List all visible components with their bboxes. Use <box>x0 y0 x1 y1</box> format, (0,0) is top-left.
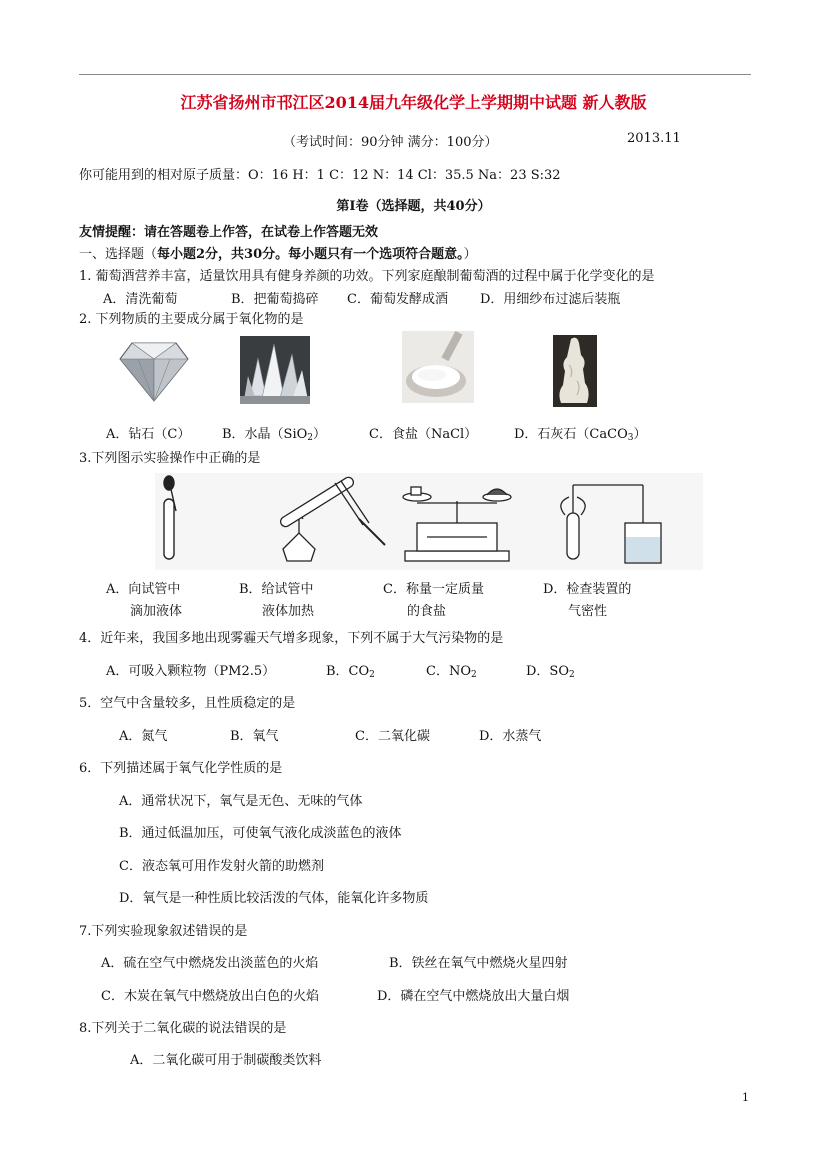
q2-option-a: A．钻石（C） <box>106 427 191 442</box>
q4-option-d-sub: 2 <box>569 670 575 680</box>
q7-stem: 7.下列实验现象叙述错误的是 <box>79 924 248 939</box>
q4-stem: 4．近年来，我国多地出现雾霾天气增多现象，下列不属于大气污染物的是 <box>79 631 504 646</box>
q1-option-a: A．清洗葡萄 <box>103 292 178 307</box>
q2-option-d-close: ） <box>633 427 647 442</box>
q2-option-c: C．食盐（NaCl） <box>369 427 478 442</box>
diamond-image <box>118 339 190 403</box>
instruction-bold: 每小题2分，共30分。每小题只有一个选项符合题意。 <box>157 247 464 262</box>
q3-option-a-line1: A．向试管中 <box>106 582 181 597</box>
q7-option-d: D．磷在空气中燃烧放出大量白烟 <box>377 989 570 1004</box>
q3-option-b-line1: B．给试管中 <box>239 582 314 597</box>
q7-option-b: B．铁丝在氧气中燃烧火星四射 <box>389 956 568 971</box>
q8-option-a: A．二氧化碳可用于制碳酸类饮料 <box>130 1053 322 1068</box>
q6-option-c: C．液态氧可用作发射火箭的助燃剂 <box>119 859 324 874</box>
q3-option-c-line2: 的食盐 <box>407 604 447 619</box>
q1-option-d: D．用细纱布过滤后装瓶 <box>480 292 621 307</box>
header-rule <box>79 74 751 75</box>
q3-stem: 3.下列图示实验操作中正确的是 <box>79 451 261 466</box>
q1-stem: 1. 葡萄酒营养丰富，适量饮用具有健身养颜的功效。下列家庭酿制葡萄酒的过程中属于化学变化的是 <box>79 269 655 284</box>
q4-option-d <box>526 660 575 680</box>
q1-option-b: B．把葡萄捣碎 <box>231 292 319 307</box>
reminder: 友情提醒：请在答题卷上作答，在试卷上作答题无效 <box>79 225 379 240</box>
instruction-suffix: ） <box>463 247 477 262</box>
q4-option-c <box>426 660 477 680</box>
q3-option-d-line1: D．检查装置的 <box>543 582 632 597</box>
instruction-prefix: 一、选择题（ <box>79 247 158 262</box>
q3-option-c-line1: C．称量一定质量 <box>383 582 484 597</box>
q6-option-a: A．通常状况下，氧气是无色、无味的气体 <box>119 794 363 809</box>
q2-option-d <box>514 423 646 443</box>
q2-stem: 2. 下列物质的主要成分属于氧化物的是 <box>79 312 304 327</box>
q3-option-a-line2: 滴加液体 <box>130 604 183 619</box>
q3-option-b-line2: 液体加热 <box>262 604 315 619</box>
q5-option-b: B．氧气 <box>230 729 279 744</box>
section-title: 第Ⅰ卷（选择题，共40分） <box>336 199 491 214</box>
crystal-image <box>240 336 310 404</box>
q4-option-c-sub: 2 <box>470 670 477 680</box>
limestone-image <box>553 335 597 407</box>
lab-operations-figure <box>155 473 703 570</box>
q7-option-c: C．木炭在氧气中燃烧放出白色的火焰 <box>101 989 319 1004</box>
q6-stem: 6．下列描述属于氧气化学性质的是 <box>79 761 283 776</box>
q4-option-c-text: C．NO <box>426 664 471 679</box>
q5-stem: 5．空气中含量较多，且性质稳定的是 <box>79 696 296 711</box>
q2-option-b <box>222 423 326 443</box>
q6-option-b: B．通过低温加压，可使氧气液化成淡蓝色的液体 <box>119 826 402 841</box>
q2-option-b-sub: 2 <box>307 433 314 443</box>
q4-option-b-sub: 2 <box>369 670 375 680</box>
q4-option-d-text: D．SO <box>526 664 569 679</box>
q2-option-b-close: ） <box>313 427 327 442</box>
q3-option-d-line2: 气密性 <box>568 604 608 619</box>
exam-info: （考试时间：90分钟 满分：100分） <box>283 135 498 150</box>
salt-spoon-image <box>402 331 474 403</box>
exam-date: 2013.11 <box>627 131 681 146</box>
instruction <box>79 243 477 262</box>
page-number: 1 <box>742 1091 749 1104</box>
q4-option-b <box>326 660 375 680</box>
atomic-masses: 你可能用到的相对原子质量：O：16 H：1 C：12 N：14 Cl：35.5 Na：23 S:32 <box>79 168 561 183</box>
q2-option-d-text: D．石灰石（CaCO <box>514 427 628 442</box>
q4-option-a: A．可吸入颗粒物（PM2.5） <box>106 664 276 679</box>
q8-stem: 8.下列关于二氧化碳的说法错误的是 <box>79 1021 287 1036</box>
q7-option-a: A．硫在空气中燃烧发出淡蓝色的火焰 <box>101 956 319 971</box>
q5-option-a: A．氮气 <box>119 729 168 744</box>
q4-option-b-text: B．CO <box>326 664 370 679</box>
q2-option-b-text: B．水晶（SiO <box>222 427 308 442</box>
page-title: 江苏省扬州市邗江区2014届九年级化学上学期期中试题 新人教版 <box>180 93 647 112</box>
q2-option-d-sub: 3 <box>627 433 634 443</box>
q6-option-d: D．氧气是一种性质比较活泼的气体，能氧化许多物质 <box>119 891 429 906</box>
q5-option-c: C．二氧化碳 <box>355 729 430 744</box>
q1-option-c: C．葡萄发酵成酒 <box>347 292 448 307</box>
q5-option-d: D．水蒸气 <box>479 729 542 744</box>
